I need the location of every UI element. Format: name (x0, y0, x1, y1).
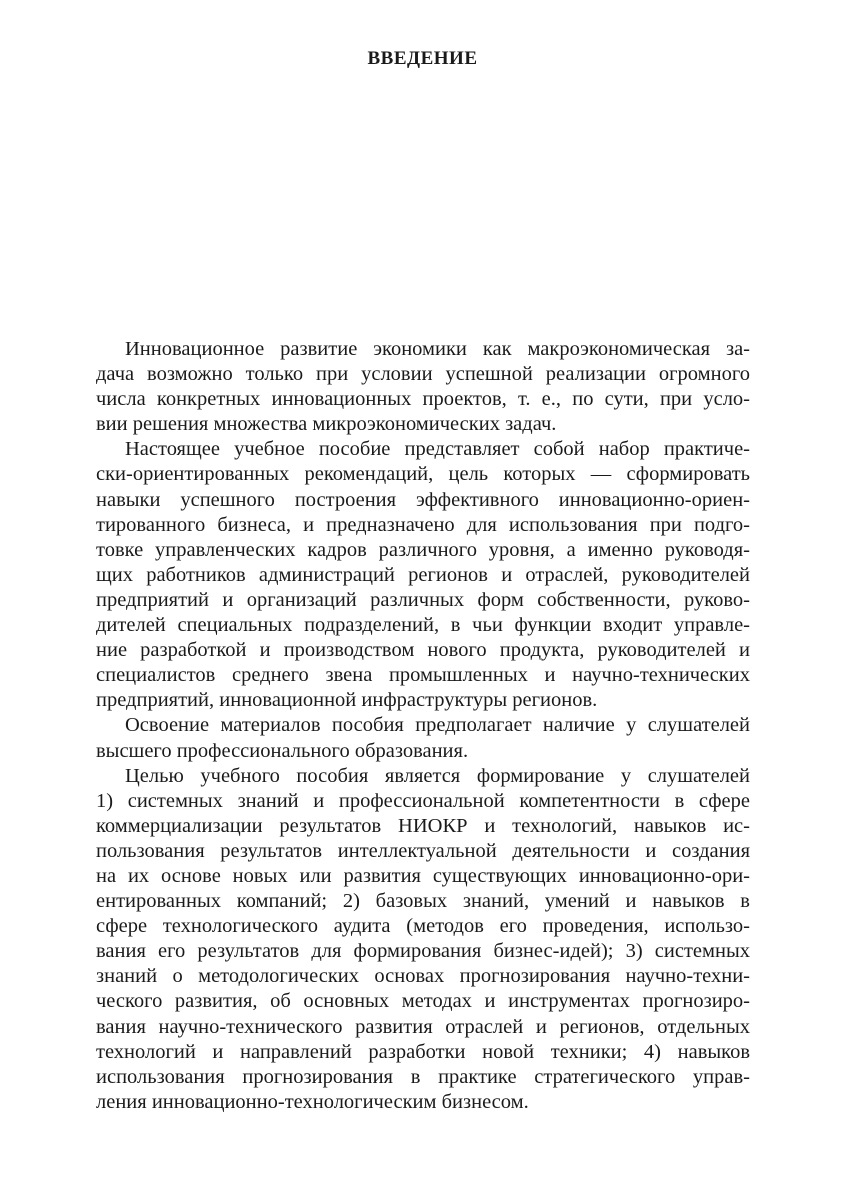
text-line: технологий и направлений разработки новой техники; 4) навыков (96, 1040, 750, 1063)
paragraph (96, 713, 750, 763)
text-line: сфере технологического аудита (методов его проведения, использо- (96, 915, 750, 938)
paragraph (96, 437, 750, 713)
paragraph (96, 764, 750, 1115)
text-line: на их основе новых или развития существующих инновационно-ори- (96, 864, 750, 887)
text-line: Целью учебного пособия является формирование у слушателей (125, 764, 750, 787)
body-text (96, 337, 750, 1115)
text-line: 1) системных знаний и профессиональной компетентности в сфере (96, 789, 750, 812)
text-line: щих работников администраций регионов и отраслей, руководителей (96, 563, 750, 586)
text-line: ние разработкой и производством нового продукта, руководителей и (96, 639, 750, 662)
text-line: навыки успешного построения эффективного инновационно-ориен- (96, 488, 750, 511)
text-line: дителей специальных подразделений, в чьи функции входит управле- (96, 614, 750, 637)
text-line: дача возможно только при условии успешной реализации огромного (96, 363, 750, 386)
text-line: ческого развития, об основных методах и инструментах прогнозиро- (96, 990, 750, 1013)
text-line: тированного бизнеса, и предназначено для использования при подго- (96, 513, 750, 536)
text-line: использования прогнозирования в практике стратегического управ- (96, 1065, 750, 1088)
text-line: вания его результатов для формирования бизнес-идей); 3) системных (96, 940, 750, 963)
text-line: Освоение материалов пособия предполагает наличие у слушателей (125, 714, 750, 737)
text-line: коммерциализации результатов НИОКР и технологий, навыков ис- (96, 814, 750, 837)
text-line: ления инновационно-технологическим бизнесом. (96, 1090, 529, 1113)
text-line: пользования результатов интеллектуальной деятельности и создания (96, 839, 750, 862)
text-line: высшего профессионального образования. (96, 739, 469, 762)
text-line: предприятий и организаций различных форм собственности, руково- (96, 588, 750, 611)
text-line: ентированных компаний; 2) базовых знаний, умений и навыков в (96, 890, 750, 913)
text-line: ски-ориентированных рекомендаций, цель которых — сформировать (96, 463, 750, 486)
text-line: специалистов среднего звена промышленных и научно-технических (96, 664, 750, 687)
page-title: ВВЕДЕНИЕ (367, 48, 478, 69)
paragraph (96, 337, 750, 437)
text-line: числа конкретных инновационных проектов, т. е., по сути, при усло- (96, 388, 750, 411)
text-line: Настоящее учебное пособие представляет собой набор практиче- (125, 438, 750, 461)
text-line: Инновационное развитие экономики как макроэкономическая за- (125, 338, 750, 360)
text-line: товке управленческих кадров различного уровня, а именно руководя- (96, 538, 750, 561)
text-line: предприятий, инновационной инфраструктуры регионов. (96, 689, 598, 712)
text-line: вания научно-технического развития отраслей и регионов, отдельных (96, 1015, 750, 1038)
text-line: знаний о методологических основах прогнозирования научно-техни- (96, 965, 750, 988)
text-line: вии решения множества микроэкономических задач. (96, 413, 557, 436)
